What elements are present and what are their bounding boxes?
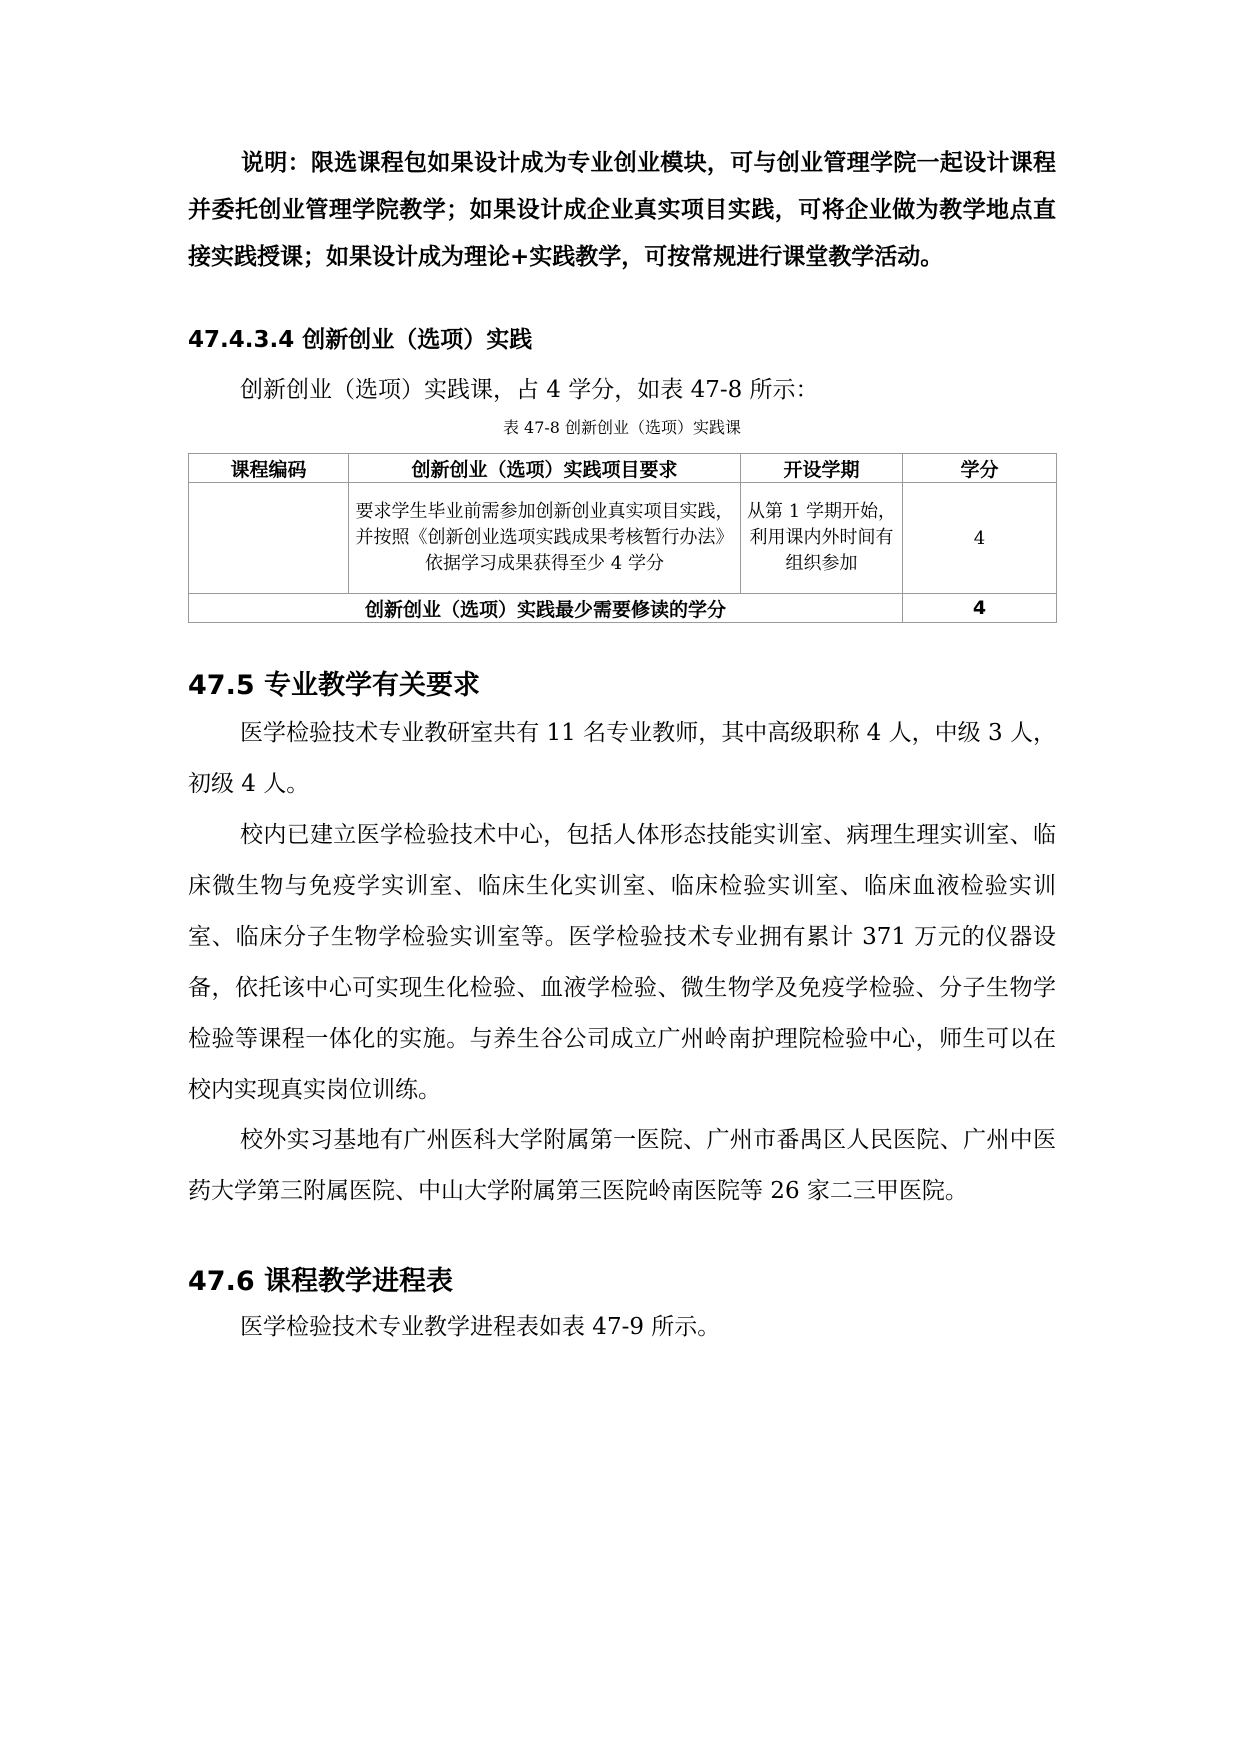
practice-table bbox=[188, 453, 1057, 623]
total-credits: 4 bbox=[903, 594, 1057, 623]
paragraph-on-campus: 校内已建立医学检验技术中心，包括人体形态技能实训室、病理生理实训室、临床微生物与免疫学实训室、临床生化实训室、临床检验实训室、临床血液检验实训室、临床分子生物学检验实训室等。医学检验技术专业拥有累计 371 万元的仪器设备，依托该中心可实现生化检验、血液学检验、微生物学及免疫学检验、分子生物学检验等课程一体化的实施。与养生谷公司成立广州岭南护理院检验中心，师生可以在校内实现真实岗位训练。 bbox=[188, 822, 1056, 1103]
table-row bbox=[189, 483, 1057, 594]
table-total-row bbox=[189, 594, 1057, 623]
header-semester: 开设学期 bbox=[741, 454, 903, 483]
paragraph-schedule: 医学检验技术专业教学进程表如表 47-9 所示。 bbox=[240, 1314, 721, 1340]
subsection-title: 创新创业（选项）实践 bbox=[302, 327, 533, 353]
cell-course-code bbox=[189, 483, 349, 594]
cell-requirement: 要求学生毕业前需参加创新创业真实项目实践，并按照《创新创业选项实践成果考核暂行办法》依据学习成果获得至少 4 学分 bbox=[349, 483, 741, 594]
subsection-heading bbox=[188, 323, 532, 357]
paragraph-teachers: 医学检验技术专业教研室共有 11 名专业教师，其中高级职称 4 人，中级 3 人，初级 4 人。 bbox=[188, 720, 1056, 797]
header-course-code: 课程编码 bbox=[189, 454, 349, 483]
section-heading-47-5: 47.5 专业教学有关要求 bbox=[188, 670, 481, 701]
subsection-number: 47.4.3.4 bbox=[188, 327, 295, 353]
subsection-intro: 创新创业（选项）实践课，占 4 学分，如表 47-8 所示： bbox=[240, 377, 819, 403]
cell-credits: 4 bbox=[903, 483, 1057, 594]
table-caption: 表 47-8 创新创业（选项）实践课 bbox=[502, 418, 742, 437]
header-requirement: 创新创业（选项）实践项目要求 bbox=[349, 454, 741, 483]
note-paragraph: 说明：限选课程包如果设计成为专业创业模块，可与创业管理学院一起设计课程并委托创业管理学院教学；如果设计成企业真实项目实践，可将企业做为教学地点直接实践授课；如果设计成为理论+实践教学，可按常规进行课堂教学活动。 bbox=[188, 150, 1056, 270]
total-label: 创新创业（选项）实践最少需要修读的学分 bbox=[189, 594, 903, 623]
section-heading-47-6: 47.6 课程教学进程表 bbox=[188, 1266, 454, 1297]
header-credits: 学分 bbox=[903, 454, 1057, 483]
cell-semester: 从第 1 学期开始，利用课内外时间有组织参加 bbox=[741, 483, 903, 594]
paragraph-off-campus: 校外实习基地有广州医科大学附属第一医院、广州市番禺区人民医院、广州中医药大学第三附属医院、中山大学附属第三医院岭南医院等 26 家二三甲医院。 bbox=[188, 1127, 1056, 1204]
table-header-row bbox=[189, 454, 1057, 483]
